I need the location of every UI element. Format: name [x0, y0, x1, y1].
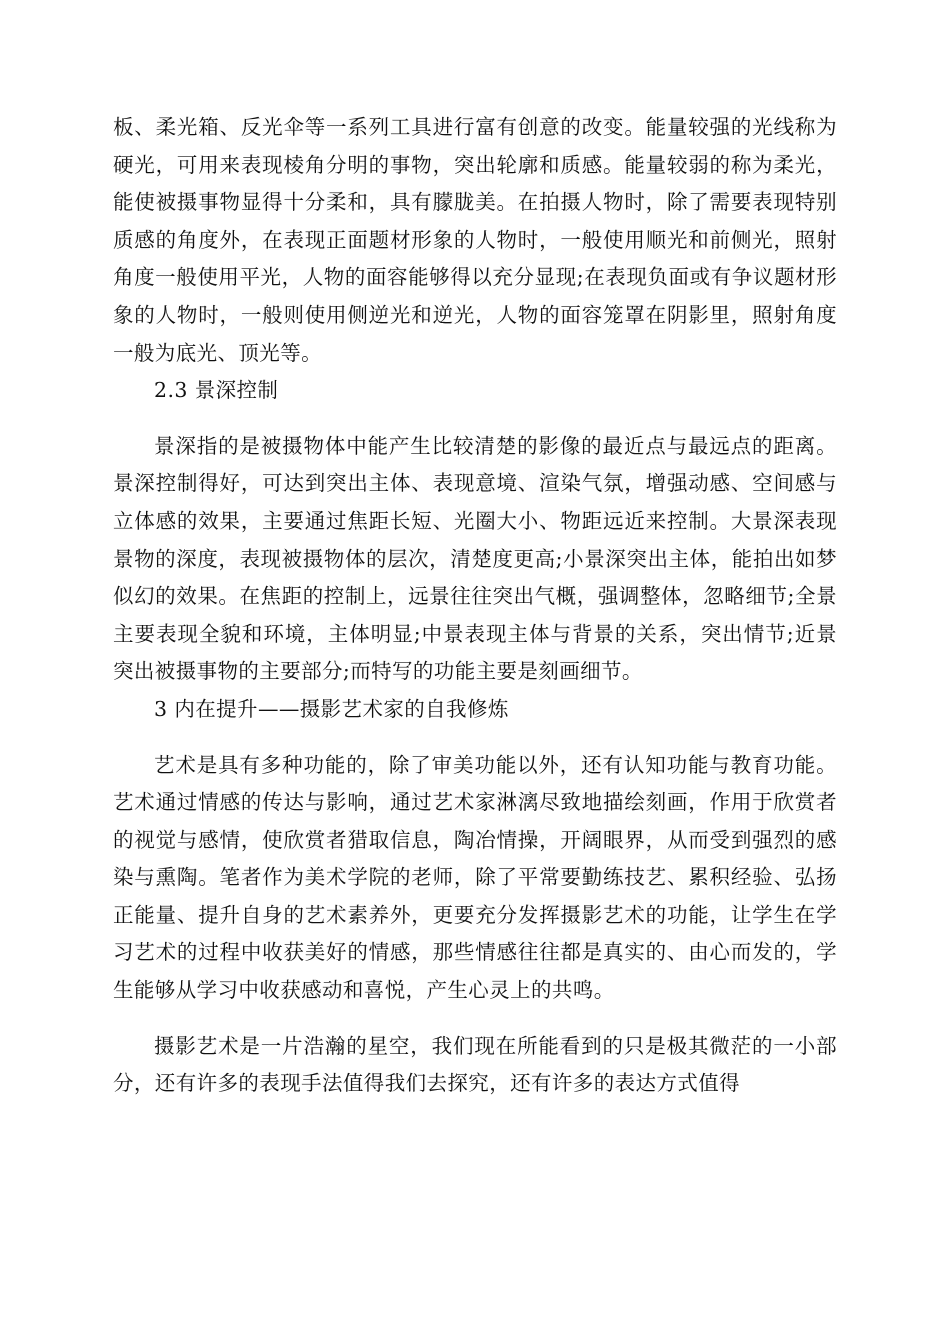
paragraph-depth-of-field: 景深指的是被摄物体中能产生比较清楚的影像的最近点与最远点的距离。景深控制得好，可达到突出主体、表现意境、渲染气氛，增强动感、空间感与立体感的效果，主要通过焦距长短、光圈大小、物距远近来控制。大景深表现景物的深度，表现被摄物体的层次，清楚度更高;小景深突出主体，能拍出如梦似幻的效果。在焦距的控制上，远景往往突出气概，强调整体，忽略细节;全景主要表现全貌和环境，主体明显;中景表现主体与背景的关系，突出情节;近景突出被摄事物的主要部分;而特写的功能主要是刻画细节。	[113, 433, 837, 684]
document-body	[113, 109, 837, 1103]
paragraph-photography-art: 摄影艺术是一片浩瀚的星空，我们现在所能看到的只是极其微茫的一小部分，还有许多的表现手法值得我们去探究，还有许多的表达方式值得	[113, 1033, 837, 1096]
section-heading-self-cultivation: 3 内在提升——摄影艺术家的自我修炼	[154, 696, 509, 721]
section-heading-depth-of-field: 2.3 景深控制	[154, 378, 279, 403]
paragraph-art-functions: 艺术是具有多种功能的，除了审美功能以外，还有认知功能与教育功能。艺术通过情感的传达与影响，通过艺术家淋漓尽致地描绘刻画，作用于欣赏者的视觉与感情，使欣赏者猎取信息，陶冶情操，开阔眼界，从而受到强烈的感染与熏陶。笔者作为美术学院的老师，除了平常要勤练技艺、累积经验、弘扬正能量、提升自身的艺术素养外，更要充分发挥摄影艺术的功能，让学生在学习艺术的过程中收获美好的情感，那些情感往往都是真实的、由心而发的，学生能够从学习中收获感动和喜悦，产生心灵上的共鸣。	[113, 752, 837, 1003]
paragraph-lighting: 板、柔光箱、反光伞等一系列工具进行富有创意的改变。能量较强的光线称为硬光，可用来表现棱角分明的事物，突出轮廓和质感。能量较弱的称为柔光，能使被摄事物显得十分柔和，具有朦胧美。在拍摄人物时，除了需要表现特别质感的角度外，在表现正面题材形象的人物时，一般使用顺光和前侧光，照射角度一般使用平光，人物的面容能够得以充分显现;在表现负面或有争议题材形象的人物时，一般则使用侧逆光和逆光，人物的面容笼罩在阴影里，照射角度一般为底光、顶光等。	[113, 115, 837, 365]
